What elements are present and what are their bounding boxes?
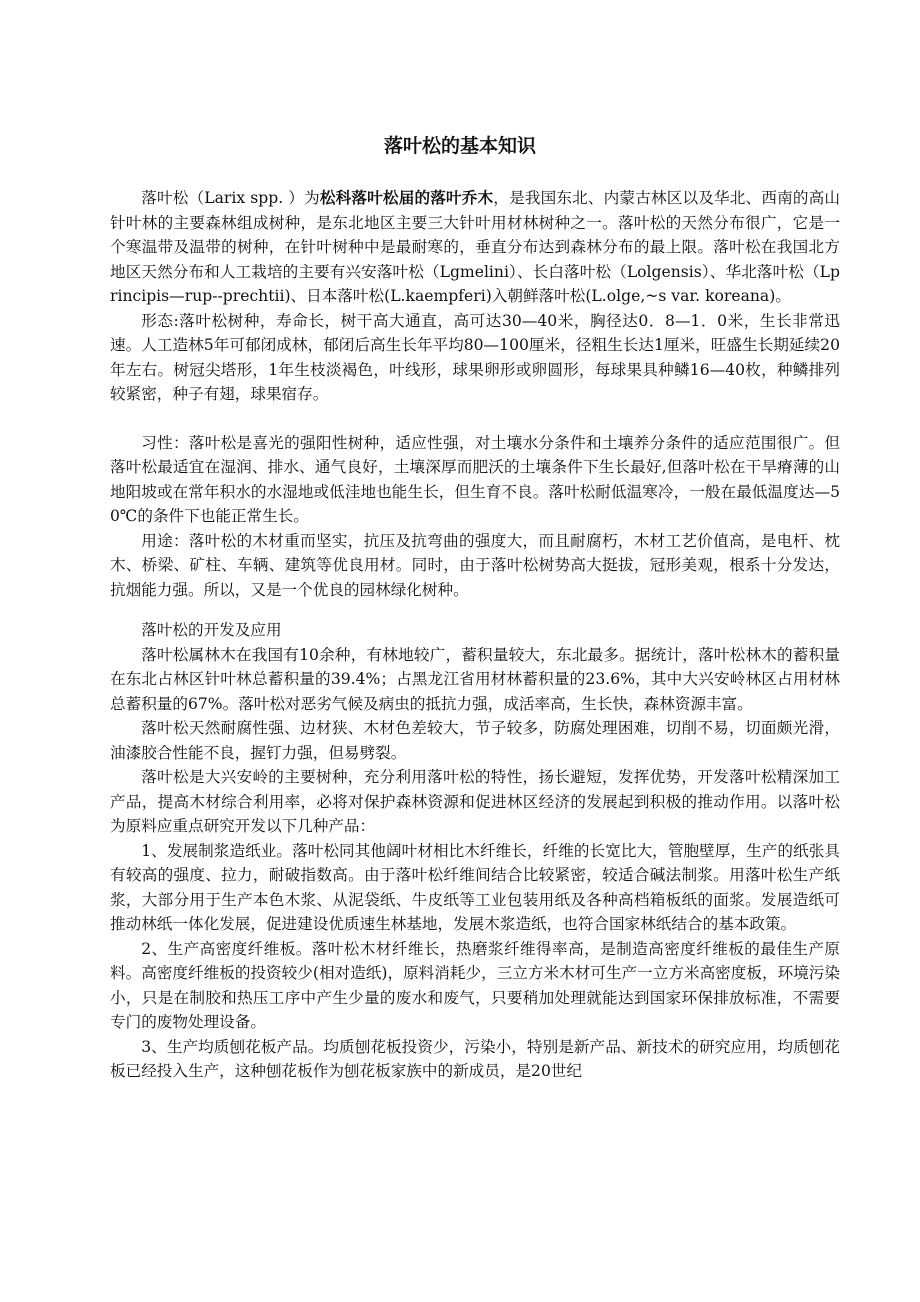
properties-paragraph: 落叶松天然耐腐性强、边材狭、木材色差较大，节子较多，防腐处理困难，切削不易，切面颇光滑，油漆胶合性能不良，握钉力强，但易劈裂。 bbox=[110, 719, 840, 762]
page-title: 落叶松的基本知识 bbox=[383, 135, 536, 157]
section-heading: 落叶松的开发及应用 bbox=[141, 621, 282, 639]
paragraph-spacer bbox=[110, 602, 840, 618]
development-paragraph: 落叶松是大兴安岭的主要树种，充分利用落叶松的特性，扬长避短，发挥优势，开发落叶松精深加工产品，提高木材综合利用率，必将对保护森林资源和促进林区经济的发展起到积极的推动作用。以落叶松为原料应重点研究开发以下几种产品： bbox=[110, 768, 840, 835]
intro-text-end: ，是我国东北、内蒙古林区以及华北、西南的高山针叶林的主要森林组成树种，是东北地区主要三大针叶用材林树种之一。落叶松的天然分布很广，它是一个寒温带及温带的树种，在针叶树种中是最耐寒的，垂直分布达到森林分布的最上限。落叶松在我国北方地区天然分布和人工栽培的主要有兴安落叶松（Lgmelini）、长白落叶松（Lolgensis）、华北落叶松（Lprincipis—rup--prechtii)、日本落叶松(L.kaempferi)入朝鲜落叶松(L.olge,~s var. koreana)。 bbox=[110, 189, 840, 305]
list-item-particleboard: 3、生产均质刨花板产品。均质刨花板投资少，污染小，特别是新产品、新技术的研究应用，均质刨花板已经投入生产，这种刨花板作为刨花板家族中的新成员，是20世纪 bbox=[110, 1037, 840, 1080]
uses-paragraph: 用途：落叶松的木材重而坚实，抗压及抗弯曲的强度大，而且耐腐朽，木材工艺价值高，是电杆、枕木、桥梁、矿柱、车辆、建筑等优良用材。同时，由于落叶松树势高大挺拔，冠形美观，根系十分发达，抗烟能力强。所以，又是一个优良的园林绿化树种。 bbox=[110, 531, 840, 599]
intro-bold-text: 松科落叶松届的落叶乔木 bbox=[319, 188, 494, 207]
list-item-fiberboard: 2、生产高密度纤维板。落叶松木材纤维长，热磨浆纤维得率高，是制造高密度纤维板的最佳生产原料。高密度纤维板的投资较少(相对造纸)，原料消耗少，三立方米木材可生产一立方米高密度板，环境污染小，只是在制胶和热压工序中产生少量的废水和废气，只要稍加处理就能达到国家环保排放标准，不需要专门的废物处理设备。 bbox=[110, 939, 840, 1031]
intro-paragraph bbox=[110, 186, 840, 309]
intro-text-start: 落叶松（Larix spp. ）为 bbox=[141, 189, 320, 207]
document-body bbox=[110, 186, 840, 1084]
habits-paragraph: 习性：落叶松是喜光的强阳性树种，适应性强，对土壤水分条件和土壤养分条件的适应范围很广。但落叶松最适宜在湿润、排水、通气良好，土壤深厚而肥沃的土壤条件下生长最好,但落叶松在干旱瘠薄的山地阳坡或在常年积水的水湿地或低洼地也能生长，但生育不良。落叶松耐低温寒冷，一般在最低温度达—50℃的条件下也能正常生长。 bbox=[110, 433, 840, 525]
morphology-paragraph: 形态:落叶松树种，寿命长，树干高大通直，高可达30—40米，胸径达0．8—1．0米，生长非常迅速。人工造林5年可郁闭成林，郁闭后高生长年平均80—100厘米，径粗生长达1厘米，旺盛生长期延续20年左右。树冠尖塔形，1年生枝淡褐色，叶线形，球果卵形或卵圆形，每球果具种鳞16—40枚，种鳞排列较紧密，种子有翅，球果宿存。 bbox=[110, 311, 840, 403]
paragraph-spacer bbox=[110, 407, 840, 431]
list-item-pulp-paper: 1、发展制浆造纸业。落叶松同其他阔叶材相比木纤维长，纤维的长宽比大，管胞壁厚，生产的纸张具有较高的强度、拉力，耐破指数高。由于落叶松纤维间结合比较紧密，较适合碱法制浆。用落叶松生产纸浆，大部分用于生产本色木浆、从泥袋纸、牛皮纸等工业包装用纸及各种高档箱板纸的面浆。发展造纸可推动林纸一体化发展，促进建设优质速生林基地，发展木浆造纸，也符合国家林纸结合的基本政策。 bbox=[110, 841, 840, 933]
resources-paragraph: 落叶松属林木在我国有10余种，有林地较广，蓄积量较大，东北最多。据统计，落叶松林木的蓄积量在东北占林区针叶林总蓄积量的39.4%；占黑龙江省用材林蓄积量的23.6%，其中大兴安岭林区占用材林总蓄积量的67%。落叶松对恶劣气候及病虫的抵抗力强，成活率高，生长快，森林资源丰富。 bbox=[110, 645, 840, 713]
